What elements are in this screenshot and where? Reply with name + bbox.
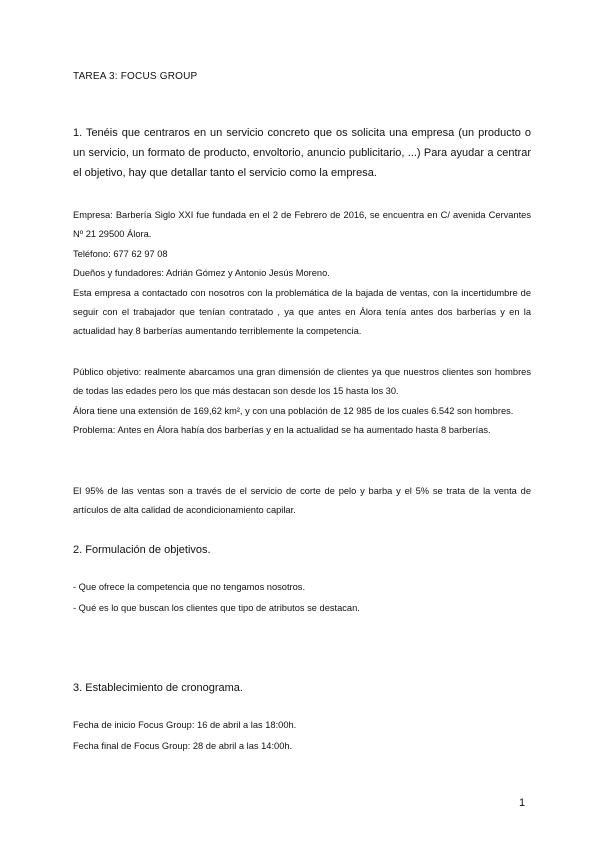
contacto-paragraph: Esta empresa a contactado con nosotros con la problemática de la bajada de ventas, con la incertidumbre de seguir con el trabajador que tenían contratado , ya que antes en Álora tenía antes dos barberías y en la actualidad hay 8 barberías aumentando terriblemente la competencia. [73, 287, 531, 337]
objectives-list [73, 582, 531, 613]
ventas-paragraph: El 95% de las ventas son a través de el servicio de corte de pelo y barba y el 5% se trata de la venta de artículos de alta calidad de acondicionamiento capilar. [73, 486, 531, 516]
problema-paragraph: Problema: Antes en Álora había dos barberías y en la actualidad se ha aumentado hasta 8 barberías. [73, 425, 491, 436]
schedule-details [73, 720, 531, 751]
fecha-final-line: Fecha final de Focus Group: 28 de abril a las 14:00h. [73, 741, 293, 751]
objective-item: - Que ofrece la competencia que no tengamos nosotros. [73, 582, 306, 592]
sales-details [73, 482, 531, 521]
page-number: 1 [519, 797, 526, 809]
audience-details [73, 363, 531, 441]
publico-paragraph: Público objetivo: realmente abarcamos una gran dimensión de clientes ya que nuestros clientes son hombres de todas las edades pero los que más destacan son desde los 15 hasta los 30. [73, 367, 531, 397]
section-1-intro [73, 123, 531, 183]
section-1-intro-text: 1. Tenéis que centraros en un servicio concreto que os solicita una empresa (un producto o un servicio, un formato de producto, envoltorio, anuncio publicitario, ...) Para ayudar a centrar el objetivo, hay que detallar tanto el servicio como la empresa. [73, 127, 531, 179]
section-3 [73, 682, 531, 694]
empresa-paragraph: Empresa: Barbería Siglo XXI fue fundada en el 2 de Febrero de 2016, se encuentra en C/ avenida Cervantes Nº 21 29500 Álora. [73, 210, 531, 240]
telefono-line: Teléfono: 677 62 97 08 [73, 248, 168, 259]
company-details [73, 206, 531, 342]
objective-item: - Qué es lo que buscan los clientes que tipo de atributos se destacan. [73, 603, 360, 613]
fecha-inicio-line: Fecha de inicio Focus Group: 16 de abril a las 18:00h. [73, 720, 297, 730]
duenos-line: Dueños y fundadores: Adrián Gómez y Antonio Jesús Moreno. [73, 268, 330, 279]
document-title: TAREA 3: FOCUS GROUP [73, 71, 198, 82]
section-2-heading: 2. Formulación de objetivos. [73, 544, 211, 556]
section-3-heading: 3. Establecimiento de cronograma. [73, 682, 243, 694]
section-2 [73, 544, 531, 556]
alora-paragraph: Álora tiene una extensión de 169,62 km², y con una población de 12 985 de los cuales 6.542 son hombres. [73, 405, 514, 416]
